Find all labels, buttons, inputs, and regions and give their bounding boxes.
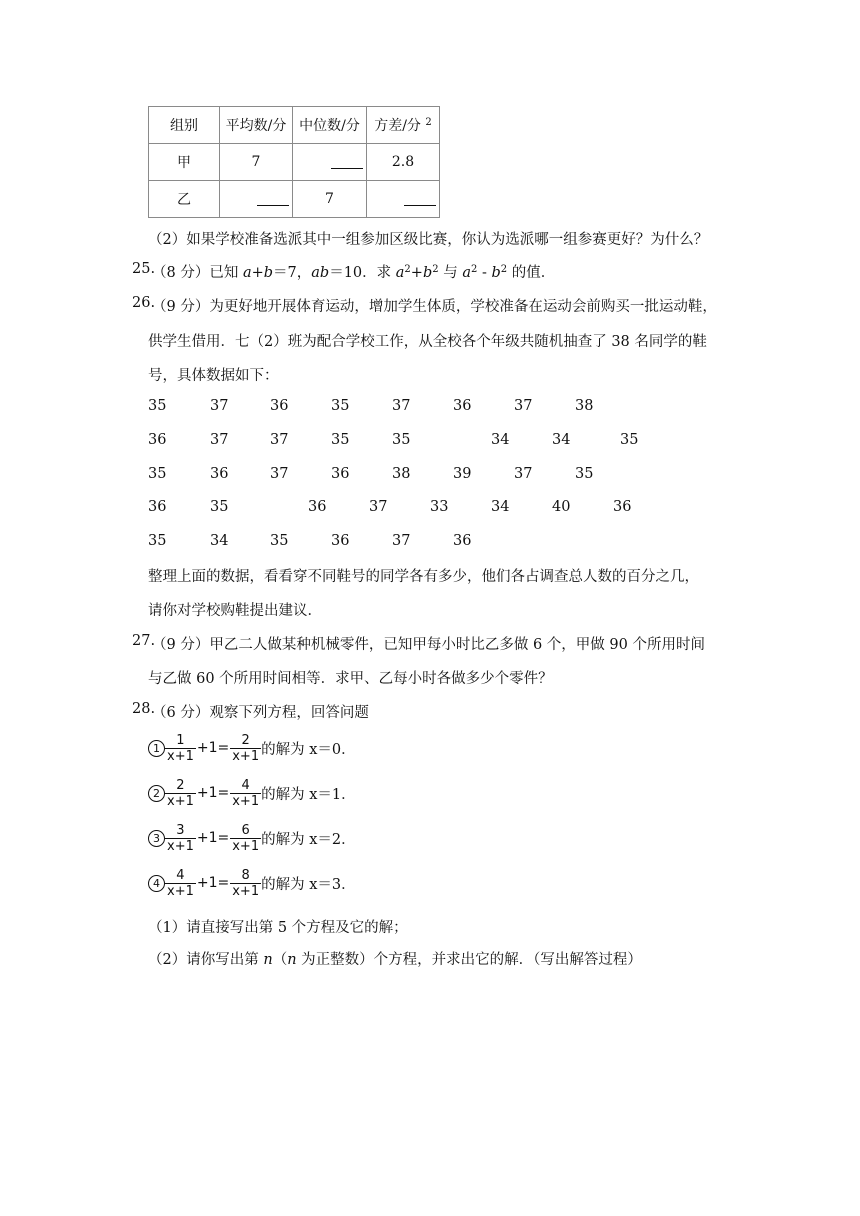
superscript: 2 xyxy=(425,117,432,128)
shoe-size-value: 37 xyxy=(210,432,229,448)
circled-number: 2 xyxy=(148,785,165,802)
q25-text: （8 分）已知 a+b＝7，ab＝10．求 $a^2+b^2$ 与 $a^2 - b^2$ 的值． xyxy=(152,264,556,281)
table-header-row xyxy=(149,107,440,144)
table-row xyxy=(149,181,440,218)
plus-one-equals: +1= xyxy=(196,875,230,891)
shoe-size-value: 34 xyxy=(491,499,510,515)
equation-row xyxy=(148,775,356,811)
shoe-size-value: 36 xyxy=(331,533,350,549)
fraction-right xyxy=(230,733,261,764)
denominator: x+1 xyxy=(167,838,194,854)
numerator: 2 xyxy=(230,733,261,749)
cell-variance-blank xyxy=(367,181,440,218)
shoe-size-value: 40 xyxy=(552,499,571,515)
q24-part2: （2）如果学校准备选派其中一组参加区级比赛，你认为选派哪一组参赛更好？为什么？ xyxy=(148,232,709,248)
q27-line1: （9 分）甲乙二人做某种机械零件，已知甲每小时比乙多做 6 个，甲做 90 个所用时间 xyxy=(152,637,705,653)
equation-solution: 的解为 x＝0． xyxy=(261,741,356,758)
plus-one-equals: +1= xyxy=(196,740,230,756)
equation-solution: 的解为 x＝1． xyxy=(261,786,356,803)
fraction-right xyxy=(230,868,261,899)
equation-row xyxy=(148,820,356,856)
q27-line2: 与乙做 60 个所用时间相等．求甲、乙每小时各做多少个零件？ xyxy=(148,671,553,687)
header-cell xyxy=(367,107,440,144)
denominator: x+1 xyxy=(232,838,260,854)
shoe-size-value: 36 xyxy=(210,466,229,482)
shoe-size-value: 35 xyxy=(620,432,639,448)
q26-line3: 号，具体数据如下： xyxy=(148,368,279,384)
shoe-size-value: 36 xyxy=(613,499,632,515)
shoe-size-value: 33 xyxy=(430,499,449,515)
header-cell: 平均数/分 xyxy=(220,107,293,144)
equation-solution: 的解为 x＝2． xyxy=(261,831,356,848)
q26-line1: （9 分）为更好地开展体育运动，增加学生体质，学校准备在运动会前购买一批运动鞋， xyxy=(152,299,717,315)
cell-mean-blank xyxy=(220,181,293,218)
shoe-size-value: 37 xyxy=(210,398,229,414)
cell-mean: 7 xyxy=(220,144,293,181)
fraction-left xyxy=(165,868,196,899)
fraction-left xyxy=(165,823,196,854)
fraction-right xyxy=(230,823,261,854)
circled-number: 1 xyxy=(148,740,165,757)
q28-part2: （2）请你写出第 n（n 为正整数）个方程，并求出它的解．（写出解答过程） xyxy=(148,952,642,968)
denominator: x+1 xyxy=(232,883,260,899)
fraction-right xyxy=(230,778,261,809)
numerator: 4 xyxy=(230,778,261,794)
shoe-size-value: 38 xyxy=(575,398,594,414)
shoe-size-value: 34 xyxy=(210,533,229,549)
q27-number: 27. xyxy=(132,633,156,649)
shoe-size-value: 36 xyxy=(148,499,167,515)
stats-table xyxy=(148,106,440,218)
shoe-size-value: 34 xyxy=(552,432,571,448)
shoe-size-value: 36 xyxy=(270,398,289,414)
numerator: 1 xyxy=(165,733,196,749)
shoe-size-value: 35 xyxy=(148,466,167,482)
numerator: 8 xyxy=(230,868,261,884)
header-cell: 组别 xyxy=(149,107,220,144)
fraction-left xyxy=(165,778,196,809)
shoe-size-value: 35 xyxy=(270,533,289,549)
cell-group: 甲 xyxy=(149,144,220,181)
equation-row xyxy=(148,865,356,901)
circled-number: 3 xyxy=(148,830,165,847)
shoe-size-value: 34 xyxy=(491,432,510,448)
shoe-size-value: 35 xyxy=(392,432,411,448)
shoe-size-value: 36 xyxy=(453,398,472,414)
table-row xyxy=(149,144,440,181)
shoe-size-value: 35 xyxy=(575,466,594,482)
q26-line2: 供学生借用．七（2）班为配合学校工作，从全校各个年级共随机抽查了 38 名同学的鞋 xyxy=(148,334,707,350)
fraction-left xyxy=(165,733,196,764)
shoe-size-value: 37 xyxy=(392,398,411,414)
q26-line5: 请你对学校购鞋提出建议． xyxy=(148,603,322,619)
q26-number: 26. xyxy=(132,295,156,311)
numerator: 6 xyxy=(230,823,261,839)
plus-one-equals: +1= xyxy=(196,785,230,801)
cell-median-blank xyxy=(293,144,367,181)
q25-number: 25. xyxy=(132,261,156,277)
shoe-size-value: 36 xyxy=(331,466,350,482)
denominator: x+1 xyxy=(167,748,194,764)
shoe-size-value: 37 xyxy=(392,533,411,549)
header-variance: 方差/分 xyxy=(374,118,421,134)
shoe-size-value: 35 xyxy=(331,398,350,414)
shoe-size-value: 35 xyxy=(148,398,167,414)
cell-variance: 2.8 xyxy=(367,144,440,181)
denominator: x+1 xyxy=(232,793,260,809)
denominator: x+1 xyxy=(167,793,194,809)
q28-part1: （1）请直接写出第 5 个方程及它的解； xyxy=(148,920,408,936)
shoe-size-value: 37 xyxy=(369,499,388,515)
shoe-size-value: 36 xyxy=(148,432,167,448)
shoe-size-value: 35 xyxy=(210,499,229,515)
shoe-size-value: 35 xyxy=(148,533,167,549)
shoe-size-value: 37 xyxy=(514,466,533,482)
header-cell: 中位数/分 xyxy=(293,107,367,144)
shoe-size-value: 37 xyxy=(514,398,533,414)
equation-row xyxy=(148,730,356,766)
shoe-size-value: 37 xyxy=(270,466,289,482)
denominator: x+1 xyxy=(167,883,194,899)
numerator: 2 xyxy=(165,778,196,794)
denominator: x+1 xyxy=(232,748,260,764)
q28-number: 28. xyxy=(132,701,156,717)
shoe-size-value: 36 xyxy=(308,499,327,515)
shoe-size-value: 35 xyxy=(331,432,350,448)
plus-one-equals: +1= xyxy=(196,830,230,846)
equation-solution: 的解为 x＝3． xyxy=(261,876,356,893)
shoe-size-value: 39 xyxy=(453,466,472,482)
numerator: 4 xyxy=(165,868,196,884)
q28-line1: （6 分）观察下列方程，回答问题 xyxy=(152,705,369,721)
shoe-size-value: 36 xyxy=(453,533,472,549)
q26-line4: 整理上面的数据，看看穿不同鞋号的同学各有多少，他们各占调查总人数的百分之几， xyxy=(148,569,699,585)
numerator: 3 xyxy=(165,823,196,839)
cell-group: 乙 xyxy=(149,181,220,218)
shoe-size-value: 37 xyxy=(270,432,289,448)
circled-number: 4 xyxy=(148,875,165,892)
shoe-size-value: 38 xyxy=(392,466,411,482)
cell-median: 7 xyxy=(293,181,367,218)
